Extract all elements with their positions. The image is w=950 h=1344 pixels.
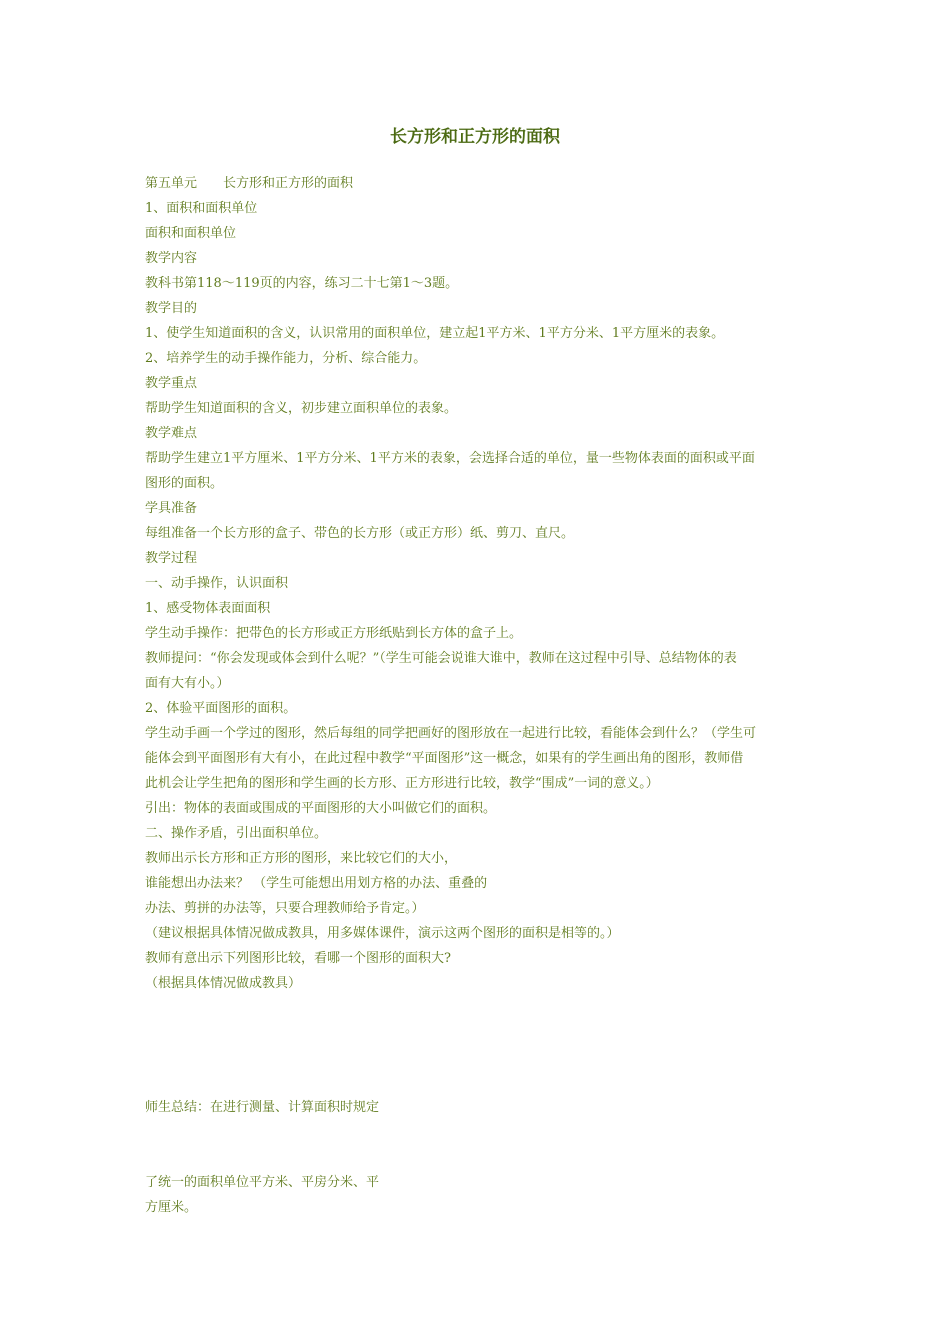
document-title: 长方形和正方形的面积 [390,127,560,147]
text-line: 方厘米。 [145,1200,198,1215]
text-line: 帮助学生建立1平方厘米、1平方分米、1平方米的表象，会选择合适的单位，量一些物体表面的面积或平面 [145,451,755,466]
text-line: 教学目的 [145,301,198,316]
text-line: 教师有意出示下列图形比较，看哪一个图形的面积大? [145,951,451,966]
text-line: 师生总结：在进行测量、计算面积时规定 [145,1100,380,1115]
text-line: 教学重点 [145,376,198,391]
text-line: 了统一的面积单位平方米、平房分米、平 [145,1175,380,1190]
text-line: 学生动手操作：把带色的长方形或正方形纸贴到长方体的盒子上。 [145,626,523,641]
text-line: 面有大有小。） [145,676,230,691]
text-line: 能体会到平面图形有大有小，在此过程中教学“平面图形”这一概念，如果有的学生画出角的图形，教师借 [145,751,744,766]
text-line: 二、操作矛盾，引出面积单位。 [145,826,328,841]
text-line: 教学内容 [145,251,198,266]
text-line: 面积和面积单位 [145,226,237,241]
text-line: 教学过程 [145,551,198,566]
text-line: 帮助学生知道面积的含义，初步建立面积单位的表象。 [145,401,458,416]
text-line: 学具准备 [145,501,198,516]
text-line: 1、使学生知道面积的含义，认识常用的面积单位，建立起1平方米、1平方分米、1平方厘米的表象。 [145,326,725,341]
text-line: 此机会让学生把角的图形和学生画的长方形、正方形进行比较，教学“围成”一词的意义。） [145,776,659,791]
text-line: 教学难点 [145,426,198,441]
text-line: 一、动手操作，认识面积 [145,576,289,591]
text-line: 办法、剪拼的办法等，只要合理教师给予肯定。） [145,901,425,916]
text-line: 每组准备一个长方形的盒子、带色的长方形（或正方形）纸、剪刀、直尺。 [145,526,575,541]
text-line: 第五单元 长方形和正方形的面积 [145,176,354,191]
text-line: 教科书第118～119页的内容，练习二十七第1～3题。 [145,276,459,291]
text-line: 教师提问：“你会发现或体会到什么呢？”（学生可能会说谁大谁中，教师在这过程中引导、总结物体的表 [145,651,737,666]
text-line: （建议根据具体情况做成教具，用多媒体课件，演示这两个图形的面积是相等的。） [145,926,620,941]
text-line: 学生动手画一个学过的图形，然后每组的同学把画好的图形放在一起进行比较，看能体会到什么？（学生可 [145,726,757,741]
text-line: 2、体验平面图形的面积。 [145,701,297,716]
text-line: 1、面积和面积单位 [145,201,258,216]
text-line: 教师出示长方形和正方形的图形，来比较它们的大小， [145,851,458,866]
text-line: 谁能想出办法来？ （学生可能想出用划方格的办法、重叠的 [145,876,488,891]
text-line: 图形的面积。 [145,476,224,491]
text-line: 引出：物体的表面或围成的平面图形的大小叫做它们的面积。 [145,801,497,816]
text-line: 2、培养学生的动手操作能力，分析、综合能力。 [145,351,427,366]
text-line: （根据具体情况做成教具） [145,976,302,991]
text-line: 1、感受物体表面面积 [145,601,271,616]
